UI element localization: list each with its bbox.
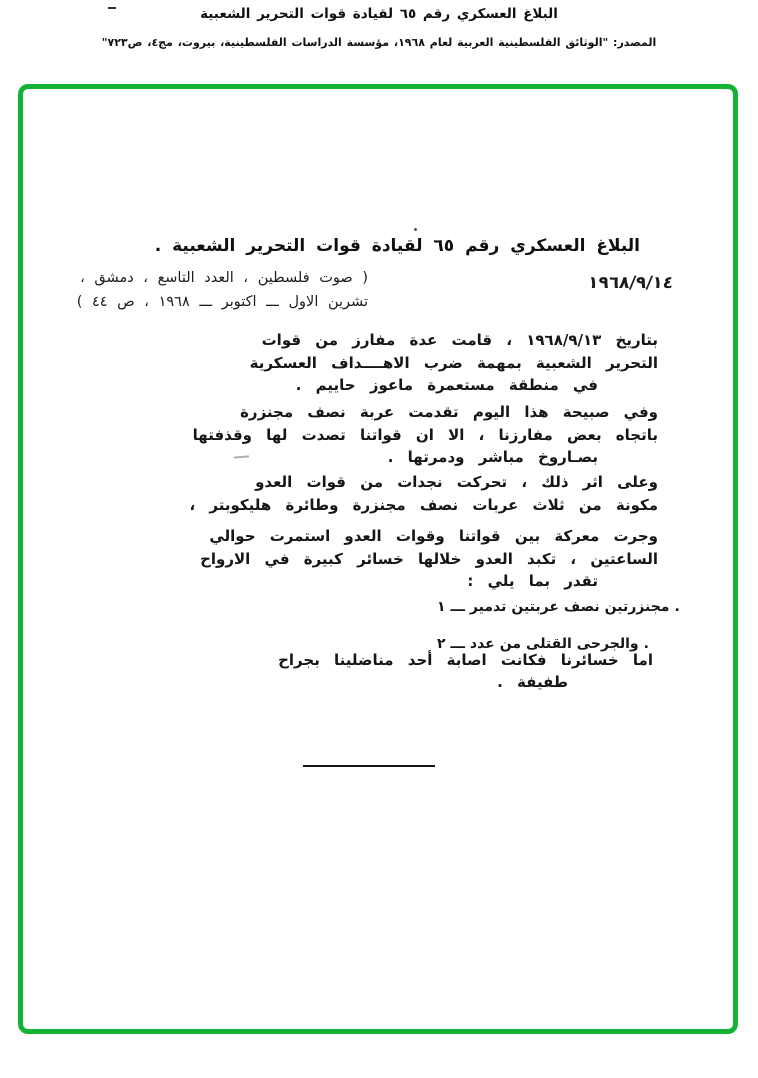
paragraph-1-line-1: بتاريخ ١٩٦٨/٩/١٣ ، قامت عدة مفارز من قوات <box>261 331 658 349</box>
list-item-1-period: . <box>674 599 680 615</box>
paragraph-5-line-2: طفيفة . <box>497 673 568 691</box>
paragraph-3-line-2: مكونة من ثلاث عربات نصف مجنزرة وطائرة هليكوبتر ، <box>189 496 658 514</box>
list-item-2-period: . <box>643 636 649 652</box>
list-item-1-word: عربتين <box>511 599 559 615</box>
paragraph-1-line-3: في منطقة مستعمرة ماعوز حاييم . <box>295 376 598 394</box>
communique-date: ١٩٦٨/٩/١٤ <box>586 273 675 293</box>
list-item-1-word: نصف <box>563 599 600 615</box>
scan-artifact-dot <box>414 228 417 231</box>
list-item-1-dash: ـــ <box>450 599 465 615</box>
paragraph-3-line-1: وعلى اثر ذلك ، تحركت نجدات من قوات العدو <box>255 473 658 491</box>
paragraph-4-line-3: تقدر بما يلي : <box>467 572 598 590</box>
list-item-2-dash: ـــ <box>450 636 465 652</box>
list-item-1 <box>437 598 680 616</box>
list-item-2-word: من <box>499 636 522 652</box>
paragraph-4-line-1: وجرت معركة بين قواتنا وقوات العدو استمرت حوالي <box>209 527 658 545</box>
paragraph-2-line-1: وفي صبيحة هذا اليوم تقدمت عربة نصف مجنزرة <box>240 403 658 421</box>
paragraph-1-line-2: التحرير الشعبية بمهمة ضرب الاهــــداف العسكرية <box>249 354 658 372</box>
list-item-1-word: مجنزرتين <box>604 599 670 615</box>
signature-divider-line <box>303 765 435 767</box>
source-citation-line-1: ( صوت فلسطين ، العدد التاسع ، دمشق ، <box>80 270 368 286</box>
list-item-2-number: ٢ <box>437 636 446 652</box>
scan-artifact-dash <box>108 7 116 9</box>
list-item-2-word: عدد <box>469 636 495 652</box>
paragraph-2-line-2: باتجاه بعض مفارزنا ، الا ان قواتنا تصدت لها وقذفتها <box>192 426 658 444</box>
list-item-1-word: تدمير <box>469 599 507 615</box>
list-item-2-word: القتلى <box>526 636 572 652</box>
paragraph-5-line-1: اما خسائرنا فكانت اصابة أحد مناضلينا بجراح <box>278 651 653 669</box>
page-header-title: البلاغ العسكري رقم ٦٥ لقيادة قوات التحرير الشعبية <box>200 6 558 22</box>
communique-title: البلاغ العسكري رقم ٦٥ لقيادة قوات التحرير الشعبية . <box>154 236 640 256</box>
source-citation-line-2: تشرين الاول ـــ اكتوبر ـــ ١٩٦٨ ، ص ٤٤ ) <box>76 294 368 310</box>
list-item-2-word: والجرحى <box>576 636 639 652</box>
paragraph-4-line-2: الساعتين ، تكبد العدو خلالها خسائر كبيرة في الارواح <box>200 550 658 568</box>
list-item-1-number: ١ <box>437 599 446 615</box>
page-header-source: المصدر: "الوثائق الفلسطينية العربية لعام ١٩٦٨، مؤسسة الدراسات الفلسطينية، بيروت، مج٤، ص٧٢٣" <box>101 36 657 49</box>
paragraph-2-line-3: بصـاروخ مباشر ودمرتها . <box>387 448 598 466</box>
